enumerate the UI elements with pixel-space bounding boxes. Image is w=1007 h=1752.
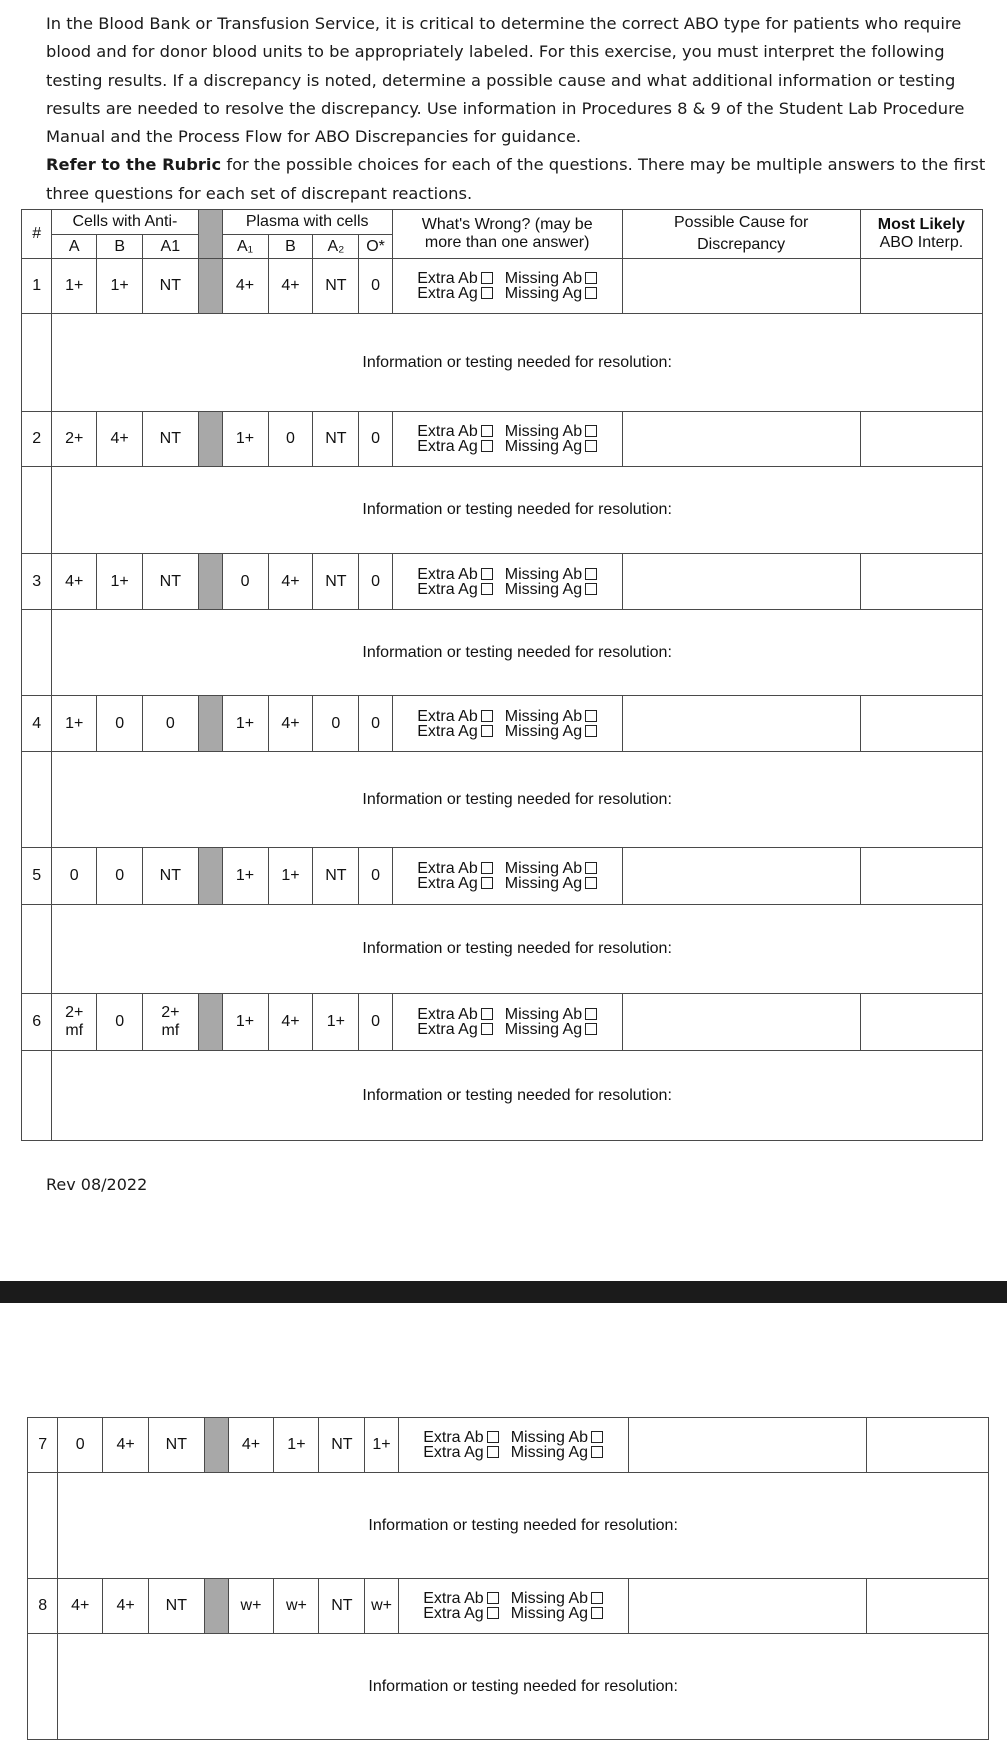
checkbox-line-ab <box>399 1430 628 1445</box>
missing-ag-checkbox[interactable] <box>591 1607 603 1619</box>
header-num: # <box>22 210 52 259</box>
possible-cause-field[interactable] <box>622 259 860 314</box>
header-anti-b: B <box>97 235 143 259</box>
plasma-reaction: 0 <box>222 554 268 610</box>
info-spacer <box>22 905 52 994</box>
info-row-2 <box>22 467 983 554</box>
extra-ab-option[interactable]: Extra Ab <box>417 861 492 876</box>
extra-ab-checkbox[interactable] <box>487 1431 499 1443</box>
missing-ab-option[interactable]: Missing Ab <box>505 424 597 439</box>
gray-divider <box>198 412 222 467</box>
plasma-reaction: 1+ <box>222 994 268 1051</box>
revision-date: Rev 08/2022 <box>46 1175 148 1194</box>
missing-ag-option[interactable]: Missing Ag <box>505 724 597 739</box>
missing-ab-option[interactable]: Missing Ab <box>511 1591 603 1606</box>
plasma-reaction: 4+ <box>268 554 313 610</box>
checkbox-line-ab <box>393 271 622 286</box>
plasma-reaction: 0 <box>359 696 392 752</box>
plasma-reaction: NT <box>313 412 359 467</box>
abo-interp-field[interactable] <box>866 1579 988 1634</box>
missing-ag-option[interactable]: Missing Ag <box>505 582 597 597</box>
missing-ab-checkbox[interactable] <box>591 1431 603 1443</box>
rows-page2 <box>28 1418 989 1740</box>
row-number: 1 <box>22 259 52 314</box>
plasma-reaction: 1+ <box>222 848 268 905</box>
cell-reaction: 0 <box>97 696 143 752</box>
gray-divider <box>204 1579 228 1634</box>
extra-ag-option[interactable]: Extra Ag <box>417 724 492 739</box>
cell-reaction: NT <box>143 848 198 905</box>
missing-ab-checkbox[interactable] <box>585 710 597 722</box>
possible-cause-field[interactable] <box>622 554 860 610</box>
resolution-info-label: Information or testing needed for resolution: <box>368 1677 678 1695</box>
data-row-5 <box>22 848 983 905</box>
extra-ag-checkbox[interactable] <box>487 1607 499 1619</box>
instructions <box>46 10 986 208</box>
checkbox-line-ag <box>399 1606 628 1621</box>
row-number: 5 <box>22 848 52 905</box>
abo-interp-field[interactable] <box>866 1418 988 1473</box>
abo-discrepancy-table-page1 <box>21 209 983 1141</box>
info-row-8 <box>28 1634 989 1740</box>
extra-ab-option[interactable]: Extra Ab <box>423 1430 498 1445</box>
plasma-reaction: 4+ <box>268 259 313 314</box>
checkbox-line-ag <box>399 1445 628 1460</box>
resolution-info-label: Information or testing needed for resolution: <box>362 940 672 957</box>
missing-ag-option[interactable]: Missing Ag <box>511 1606 603 1621</box>
missing-ag-checkbox[interactable] <box>585 583 597 595</box>
resolution-info-label: Information or testing needed for resolution: <box>362 643 672 661</box>
plasma-reaction: 0 <box>359 412 392 467</box>
cell-reaction: 4+ <box>52 554 97 610</box>
row-number: 8 <box>28 1579 58 1634</box>
missing-ab-option[interactable]: Missing Ab <box>505 861 597 876</box>
checkbox-line-ag <box>393 724 622 739</box>
plasma-reaction: 0 <box>359 554 392 610</box>
possible-cause-field[interactable] <box>622 696 860 752</box>
info-row-1 <box>22 314 983 412</box>
cell-reaction: NT <box>143 554 198 610</box>
missing-ag-checkbox[interactable] <box>585 877 597 889</box>
possible-cause-field[interactable] <box>622 848 860 905</box>
row-number: 3 <box>22 554 52 610</box>
extra-ab-option[interactable]: Extra Ab <box>423 1591 498 1606</box>
plasma-reaction: 1+ <box>268 848 313 905</box>
abo-interp-field[interactable] <box>860 994 982 1051</box>
whats-wrong-checkboxes <box>392 848 622 905</box>
missing-ag-option[interactable]: Missing Ag <box>505 439 597 454</box>
cell-reaction: 2+ mf <box>143 994 198 1051</box>
gray-divider <box>198 994 222 1051</box>
extra-ag-option[interactable]: Extra Ag <box>417 286 492 301</box>
extra-ag-option[interactable]: Extra Ag <box>417 876 492 891</box>
resolution-info-field[interactable] <box>52 1051 983 1141</box>
abo-discrepancy-table-page2 <box>27 1417 989 1740</box>
cell-reaction: 2+ <box>52 412 97 467</box>
extra-ag-option[interactable]: Extra Ag <box>423 1445 498 1460</box>
missing-ab-option[interactable]: Missing Ab <box>505 1007 597 1022</box>
plasma-reaction: NT <box>319 1418 365 1473</box>
cell-reaction: 2+ mf <box>52 994 97 1051</box>
missing-ab-checkbox[interactable] <box>585 1008 597 1020</box>
checkbox-line-ab <box>393 709 622 724</box>
cell-reaction: 4+ <box>103 1579 149 1634</box>
extra-ag-checkbox[interactable] <box>481 725 493 737</box>
extra-ag-checkbox[interactable] <box>481 1023 493 1035</box>
cell-reaction: 0 <box>97 994 143 1051</box>
plasma-reaction: 1+ <box>365 1418 398 1473</box>
extra-ag-checkbox[interactable] <box>481 877 493 889</box>
plasma-reaction: 1+ <box>222 696 268 752</box>
resolution-info-field[interactable] <box>52 467 983 554</box>
extra-ab-option[interactable]: Extra Ab <box>417 709 492 724</box>
info-row-7 <box>28 1473 989 1579</box>
possible-cause-field[interactable] <box>622 412 860 467</box>
plasma-reaction: w+ <box>228 1579 274 1634</box>
gray-divider <box>198 554 222 610</box>
extra-ag-checkbox[interactable] <box>481 583 493 595</box>
extra-ab-checkbox[interactable] <box>481 1008 493 1020</box>
missing-ag-option[interactable]: Missing Ag <box>505 286 597 301</box>
header-cells-a2: A₂ <box>313 235 359 259</box>
cell-reaction: 0 <box>143 696 198 752</box>
rubric-note <box>46 151 986 208</box>
extra-ab-checkbox[interactable] <box>481 568 493 580</box>
plasma-reaction: 0 <box>359 994 392 1051</box>
info-spacer <box>28 1473 58 1579</box>
header-gray-divider <box>198 210 222 259</box>
missing-ab-option[interactable]: Missing Ab <box>511 1430 603 1445</box>
plasma-reaction: 1+ <box>274 1418 319 1473</box>
cell-reaction: 4+ <box>58 1579 103 1634</box>
extra-ab-checkbox[interactable] <box>481 425 493 437</box>
cell-reaction: NT <box>149 1579 204 1634</box>
plasma-reaction: NT <box>313 259 359 314</box>
extra-ab-option[interactable]: Extra Ab <box>417 1007 492 1022</box>
plasma-reaction: w+ <box>365 1579 398 1634</box>
plasma-reaction: 0 <box>359 848 392 905</box>
cell-reaction: 0 <box>97 848 143 905</box>
resolution-info-field[interactable] <box>52 752 983 848</box>
info-row-4 <box>22 752 983 848</box>
data-row-7 <box>28 1418 989 1473</box>
missing-ab-checkbox[interactable] <box>585 272 597 284</box>
abo-interp-field[interactable] <box>860 554 982 610</box>
extra-ab-option[interactable]: Extra Ab <box>417 271 492 286</box>
whats-wrong-checkboxes <box>398 1579 628 1634</box>
gray-divider <box>204 1418 228 1473</box>
gray-divider <box>198 848 222 905</box>
plasma-reaction: NT <box>319 1579 365 1634</box>
checkbox-line-ab <box>393 1007 622 1022</box>
plasma-reaction: 1+ <box>222 412 268 467</box>
abo-interp-field[interactable] <box>860 259 982 314</box>
whats-wrong-checkboxes <box>392 696 622 752</box>
checkbox-line-ag <box>393 1022 622 1037</box>
extra-ag-option[interactable]: Extra Ag <box>417 1022 492 1037</box>
missing-ab-checkbox[interactable] <box>585 862 597 874</box>
extra-ab-option[interactable]: Extra Ab <box>417 424 492 439</box>
cell-reaction: 1+ <box>52 259 97 314</box>
extra-ab-checkbox[interactable] <box>481 862 493 874</box>
missing-ab-option[interactable]: Missing Ab <box>505 567 597 582</box>
missing-ag-checkbox[interactable] <box>585 440 597 452</box>
info-row-3 <box>22 610 983 696</box>
cell-reaction: 1+ <box>97 259 143 314</box>
missing-ab-checkbox[interactable] <box>591 1592 603 1604</box>
cell-reaction: 1+ <box>52 696 97 752</box>
resolution-info-field[interactable] <box>58 1473 989 1579</box>
missing-ab-checkbox[interactable] <box>585 568 597 580</box>
whats-wrong-checkboxes <box>392 994 622 1051</box>
header-possible-cause: Possible Cause for Discrepancy <box>622 210 860 259</box>
plasma-reaction: 4+ <box>222 259 268 314</box>
missing-ag-option[interactable]: Missing Ag <box>505 876 597 891</box>
cell-reaction: 0 <box>58 1418 103 1473</box>
checkbox-line-ag <box>393 876 622 891</box>
data-row-4 <box>22 696 983 752</box>
cell-reaction: NT <box>149 1418 204 1473</box>
gray-divider <box>198 696 222 752</box>
extra-ab-checkbox[interactable] <box>481 710 493 722</box>
row-number: 6 <box>22 994 52 1051</box>
resolution-info-label: Information or testing needed for resolution: <box>362 501 672 518</box>
header-cells-o: O* <box>359 235 392 259</box>
rows-page1 <box>22 259 983 1141</box>
data-row-2 <box>22 412 983 467</box>
extra-ag-checkbox[interactable] <box>487 1446 499 1458</box>
resolution-info-label: Information or testing needed for resolution: <box>362 790 672 808</box>
resolution-info-label: Information or testing needed for resolution: <box>362 1086 672 1104</box>
missing-ab-option[interactable]: Missing Ab <box>505 709 597 724</box>
extra-ab-checkbox[interactable] <box>487 1592 499 1604</box>
checkbox-line-ag <box>393 439 622 454</box>
plasma-reaction: NT <box>313 554 359 610</box>
rubric-rest: for the possible choices for each of the questions. There may be multiple answers to the first three questions for each set of discrepant reactions. <box>46 155 986 203</box>
missing-ag-option[interactable]: Missing Ag <box>505 1022 597 1037</box>
missing-ab-checkbox[interactable] <box>585 425 597 437</box>
resolution-info-field[interactable] <box>52 610 983 696</box>
whats-wrong-checkboxes <box>392 259 622 314</box>
resolution-info-label: Information or testing needed for resolution: <box>362 353 672 371</box>
row-number: 7 <box>28 1418 58 1473</box>
plasma-reaction: NT <box>313 848 359 905</box>
resolution-info-field[interactable] <box>52 905 983 994</box>
resolution-info-field[interactable] <box>52 314 983 412</box>
checkbox-line-ab <box>393 567 622 582</box>
extra-ag-option[interactable]: Extra Ag <box>423 1606 498 1621</box>
cell-reaction: NT <box>143 412 198 467</box>
cell-reaction: 4+ <box>97 412 143 467</box>
extra-ag-option[interactable]: Extra Ag <box>417 439 492 454</box>
whats-wrong-checkboxes <box>392 554 622 610</box>
cell-reaction: 1+ <box>97 554 143 610</box>
checkbox-line-ab <box>393 424 622 439</box>
checkbox-line-ag <box>393 286 622 301</box>
abo-interp-field[interactable] <box>860 412 982 467</box>
header-anti-a: A <box>52 235 97 259</box>
data-row-3 <box>22 554 983 610</box>
row-number: 2 <box>22 412 52 467</box>
missing-ag-checkbox[interactable] <box>585 287 597 299</box>
missing-ag-checkbox[interactable] <box>591 1446 603 1458</box>
plasma-reaction: 1+ <box>313 994 359 1051</box>
header-whats-wrong: What's Wrong? (may be more than one answer) <box>392 210 622 259</box>
extra-ag-checkbox[interactable] <box>481 440 493 452</box>
possible-cause-field[interactable] <box>628 1579 866 1634</box>
instructions-paragraph: In the Blood Bank or Transfusion Service, it is critical to determine the correct ABO type for patients who require blood and for donor blood units to be appropriately labeled. For this exercise, you must interpret the following testing results. If a discrepancy is noted, determine a possible cause and what additional information or testing results are needed to resolve the discrepancy. Use information in Procedures 8 & 9 of the Student Lab Procedure Manual and the Process Flow for ABO Discrepancies for guidance. <box>46 14 965 147</box>
extra-ab-option[interactable]: Extra Ab <box>417 567 492 582</box>
header-anti-a1: A1 <box>143 235 198 259</box>
header-row-1 <box>22 210 983 235</box>
plasma-reaction: w+ <box>274 1579 319 1634</box>
header-plasma-with: Plasma with cells <box>222 210 392 235</box>
possible-cause-field[interactable] <box>628 1418 866 1473</box>
rubric-bold: Refer to the Rubric <box>46 155 222 175</box>
checkbox-line-ab <box>393 861 622 876</box>
extra-ag-option[interactable]: Extra Ag <box>417 582 492 597</box>
info-spacer <box>22 1051 52 1141</box>
info-spacer <box>22 752 52 848</box>
abo-interp-field[interactable] <box>860 848 982 905</box>
plasma-reaction: 0 <box>359 259 392 314</box>
plasma-reaction: 4+ <box>268 994 313 1051</box>
cell-reaction: 4+ <box>103 1418 149 1473</box>
checkbox-line-ab <box>399 1591 628 1606</box>
plasma-reaction: 4+ <box>228 1418 274 1473</box>
cell-reaction: NT <box>143 259 198 314</box>
header-cells-a1: A₁ <box>222 235 268 259</box>
whats-wrong-checkboxes <box>398 1418 628 1473</box>
info-spacer <box>22 467 52 554</box>
abo-interp-field[interactable] <box>860 696 982 752</box>
info-row-5 <box>22 905 983 994</box>
row-number: 4 <box>22 696 52 752</box>
resolution-info-label: Information or testing needed for resolution: <box>368 1516 678 1534</box>
whats-wrong-checkboxes <box>392 412 622 467</box>
plasma-reaction: 0 <box>268 412 313 467</box>
extra-ab-checkbox[interactable] <box>481 272 493 284</box>
data-row-8 <box>28 1579 989 1634</box>
header-cells-with: Cells with Anti- <box>52 210 198 235</box>
gray-divider <box>198 259 222 314</box>
info-row-6 <box>22 1051 983 1141</box>
info-spacer <box>22 314 52 412</box>
page-divider-bar <box>0 1281 1007 1303</box>
missing-ab-option[interactable]: Missing Ab <box>505 271 597 286</box>
data-row-1 <box>22 259 983 314</box>
missing-ag-option[interactable]: Missing Ag <box>511 1445 603 1460</box>
checkbox-line-ag <box>393 582 622 597</box>
possible-cause-field[interactable] <box>622 994 860 1051</box>
extra-ag-checkbox[interactable] <box>481 287 493 299</box>
info-spacer <box>22 610 52 696</box>
header-abo-interp: Most Likely ABO Interp. <box>860 210 982 259</box>
plasma-reaction: 0 <box>313 696 359 752</box>
info-spacer <box>28 1634 58 1740</box>
header-cells-b: B <box>268 235 313 259</box>
resolution-info-field[interactable] <box>58 1634 989 1740</box>
cell-reaction: 0 <box>52 848 97 905</box>
missing-ag-checkbox[interactable] <box>585 725 597 737</box>
missing-ag-checkbox[interactable] <box>585 1023 597 1035</box>
plasma-reaction: 4+ <box>268 696 313 752</box>
data-row-6 <box>22 994 983 1051</box>
